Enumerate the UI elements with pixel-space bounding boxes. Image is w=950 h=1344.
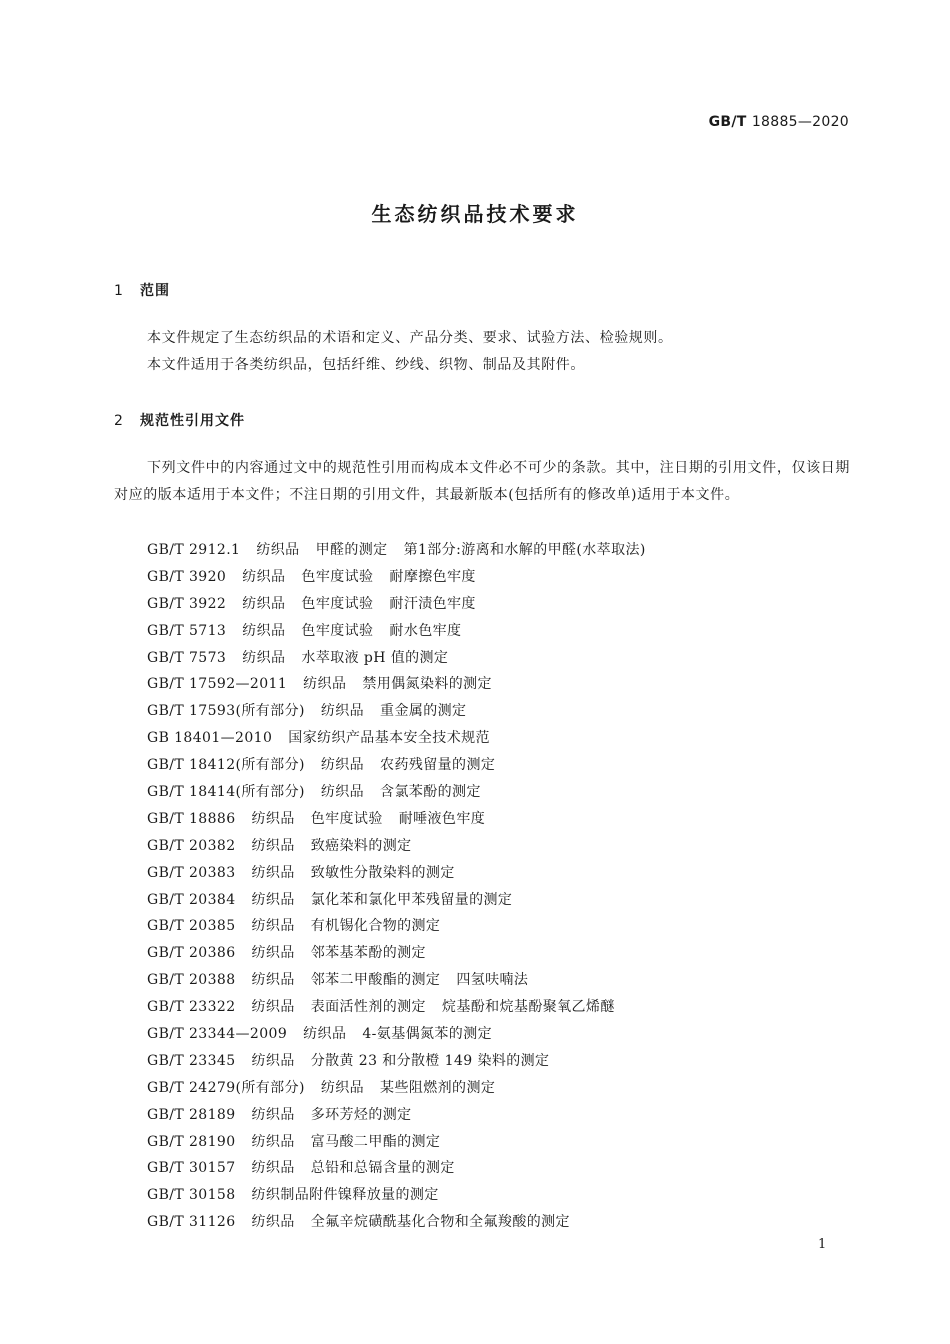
reference-title: 纺织品 (251, 1052, 295, 1069)
reference-code: GB 18401—2010 (147, 730, 273, 747)
reference-item (147, 698, 646, 725)
reference-item (147, 537, 646, 564)
reference-subtitle: 甲醛的测定 (315, 542, 388, 558)
reference-item (147, 1075, 646, 1102)
reference-item (147, 887, 646, 914)
reference-code: GB/T 20388 (147, 972, 236, 989)
reference-code: GB/T 30158 (147, 1187, 236, 1204)
reference-part: 烷基酚和烷基酚聚氧乙烯醚 (441, 999, 615, 1016)
reference-code: GB/T 20386 (147, 945, 236, 962)
reference-item (147, 860, 646, 887)
reference-part: 耐摩擦色牢度 (389, 568, 476, 585)
reference-part: 耐水色牢度 (389, 622, 462, 639)
reference-title: 纺织品 (251, 837, 295, 854)
standard-prefix: GB/T (708, 114, 747, 130)
reference-title: 纺织品 (242, 649, 286, 666)
reference-title: 国家纺织产品基本安全技术规范 (288, 730, 490, 747)
reference-code: GB/T 31126 (147, 1214, 236, 1231)
reference-code: GB/T 20385 (147, 918, 236, 935)
reference-subtitle: 邻苯二甲酸酯的测定 (310, 972, 441, 989)
reference-item (147, 564, 646, 591)
reference-item (147, 779, 646, 806)
reference-item (147, 967, 646, 994)
reference-subtitle: 富马酸二甲酯的测定 (310, 1133, 441, 1150)
section-1-title: 范围 (140, 283, 170, 299)
reference-title: 纺织品 (251, 1106, 295, 1123)
reference-item (147, 1129, 646, 1156)
reference-item (147, 1048, 646, 1075)
reference-subtitle: 全氟辛烷磺酰基化合物和全氟羧酸的测定 (310, 1214, 570, 1231)
reference-subtitle: 邻苯基苯酚的测定 (310, 945, 426, 962)
reference-code: GB/T 30157 (147, 1160, 236, 1177)
reference-subtitle: 4-氨基偶氮苯的测定 (362, 1026, 492, 1043)
reference-title: 纺织制品附件镍释放量的测定 (251, 1187, 439, 1204)
reference-item (147, 1102, 646, 1129)
reference-item (147, 618, 646, 645)
reference-title: 纺织品 (303, 676, 347, 693)
reference-subtitle: 色牢度试验 (301, 568, 374, 585)
reference-code: GB/T 7573 (147, 649, 227, 666)
reference-subtitle: 致敏性分散染料的测定 (310, 864, 455, 881)
reference-title: 纺织品 (256, 542, 300, 558)
reference-code: GB/T 18414(所有部分) (147, 784, 305, 801)
reference-subtitle: 致癌染料的测定 (310, 837, 412, 854)
reference-item (147, 940, 646, 967)
reference-code: GB/T 23344—2009 (147, 1026, 288, 1043)
reference-title: 纺织品 (320, 1079, 365, 1096)
reference-title: 纺织品 (242, 595, 286, 612)
reference-part: 耐唾液色牢度 (398, 810, 486, 827)
reference-title: 纺织品 (242, 568, 286, 585)
reference-title: 纺织品 (251, 918, 295, 935)
reference-code: GB/T 5713 (147, 622, 227, 639)
reference-code: GB/T 17592—2011 (147, 676, 288, 693)
reference-code: GB/T 18886 (147, 810, 236, 827)
section-1-number: 1 (114, 283, 124, 299)
reference-title: 纺织品 (251, 972, 295, 989)
reference-title: 纺织品 (251, 1133, 295, 1150)
section-2-intro: 下列文件中的内容通过文中的规范性引用而构成本文件必不可少的条款。其中，注日期的引用文件，仅该日期对应的版本适用于本文件；不注日期的引用文件，其最新版本(包括所有的修改单)适用于本文件。 (114, 460, 850, 503)
section-1-paragraph-1: 本文件规定了生态纺织品的术语和定义、产品分类、要求、试验方法、检验规则。 (147, 330, 673, 346)
section-2-title: 规范性引用文件 (140, 413, 245, 429)
reference-code: GB/T 23345 (147, 1052, 236, 1069)
reference-title: 纺织品 (242, 622, 286, 639)
reference-title: 纺织品 (320, 703, 365, 720)
reference-subtitle: 多环芳烃的测定 (310, 1106, 412, 1123)
reference-title: 纺织品 (251, 1214, 295, 1231)
reference-item (147, 752, 646, 779)
reference-subtitle: 色牢度试验 (310, 810, 383, 827)
reference-code: GB/T 18412(所有部分) (147, 757, 305, 774)
reference-code: GB/T 24279(所有部分) (147, 1079, 305, 1096)
reference-code: GB/T 3920 (147, 568, 227, 585)
reference-code: GB/T 23322 (147, 999, 236, 1016)
reference-subtitle: 色牢度试验 (301, 595, 374, 612)
reference-subtitle: 有机锡化合物的测定 (310, 918, 441, 935)
reference-item (147, 994, 646, 1021)
reference-code: GB/T 28189 (147, 1106, 236, 1123)
reference-subtitle: 分散黄 23 和分散橙 149 染料的测定 (310, 1052, 550, 1069)
reference-subtitle: 重金属的测定 (380, 703, 467, 720)
reference-subtitle: 表面活性剂的测定 (310, 999, 426, 1016)
reference-title: 纺织品 (303, 1026, 347, 1043)
standard-code (709, 114, 849, 130)
reference-subtitle: 水萃取液 pH 值的测定 (301, 649, 449, 666)
reference-part: 四氢呋喃法 (456, 972, 529, 989)
reference-code: GB/T 2912.1 (147, 542, 241, 558)
reference-title: 纺织品 (251, 945, 295, 962)
reference-title: 纺织品 (251, 1160, 295, 1177)
reference-item (147, 1182, 646, 1209)
reference-item (147, 725, 646, 752)
reference-code: GB/T 20383 (147, 864, 236, 881)
reference-subtitle: 总铅和总镉含量的测定 (310, 1160, 455, 1177)
reference-title: 纺织品 (320, 784, 365, 801)
reference-item (147, 645, 646, 672)
section-1-paragraph-2: 本文件适用于各类纺织品，包括纤维、纱线、织物、制品及其附件。 (147, 357, 585, 373)
reference-subtitle: 色牢度试验 (301, 622, 374, 639)
reference-item (147, 591, 646, 618)
reference-item (147, 671, 646, 698)
reference-item (147, 1209, 646, 1236)
reference-item (147, 913, 646, 940)
reference-code: GB/T 20384 (147, 891, 236, 908)
reference-code: GB/T 17593(所有部分) (147, 703, 305, 720)
reference-title: 纺织品 (320, 757, 365, 774)
reference-code: GB/T 20382 (147, 837, 236, 854)
reference-subtitle: 氯化苯和氯化甲苯残留量的测定 (310, 891, 513, 908)
reference-subtitle: 农药残留量的测定 (380, 757, 496, 774)
reference-part: 耐汗渍色牢度 (389, 595, 476, 612)
standard-number: 18885—2020 (751, 114, 849, 130)
reference-title: 纺织品 (251, 891, 295, 908)
reference-subtitle: 禁用偶氮染料的测定 (362, 676, 492, 693)
section-1-heading (114, 280, 170, 300)
reference-title: 纺织品 (251, 999, 295, 1016)
section-2-heading (114, 410, 245, 430)
reference-subtitle: 某些阻燃剂的测定 (380, 1079, 496, 1096)
reference-title: 纺织品 (251, 864, 295, 881)
document-title: 生态纺织品技术要求 (371, 202, 579, 226)
reference-subtitle: 含氯苯酚的测定 (380, 784, 481, 801)
section-2-number: 2 (114, 413, 124, 429)
reference-list (147, 537, 646, 1236)
reference-item (147, 1021, 646, 1048)
reference-code: GB/T 3922 (147, 595, 227, 612)
page-number: 1 (818, 1237, 827, 1252)
reference-code: GB/T 28190 (147, 1133, 236, 1150)
reference-part: 第1部分:游离和水解的甲醛(水萃取法) (403, 542, 646, 558)
reference-item (147, 806, 646, 833)
reference-item (147, 1155, 646, 1182)
reference-item (147, 833, 646, 860)
reference-title: 纺织品 (251, 810, 295, 827)
